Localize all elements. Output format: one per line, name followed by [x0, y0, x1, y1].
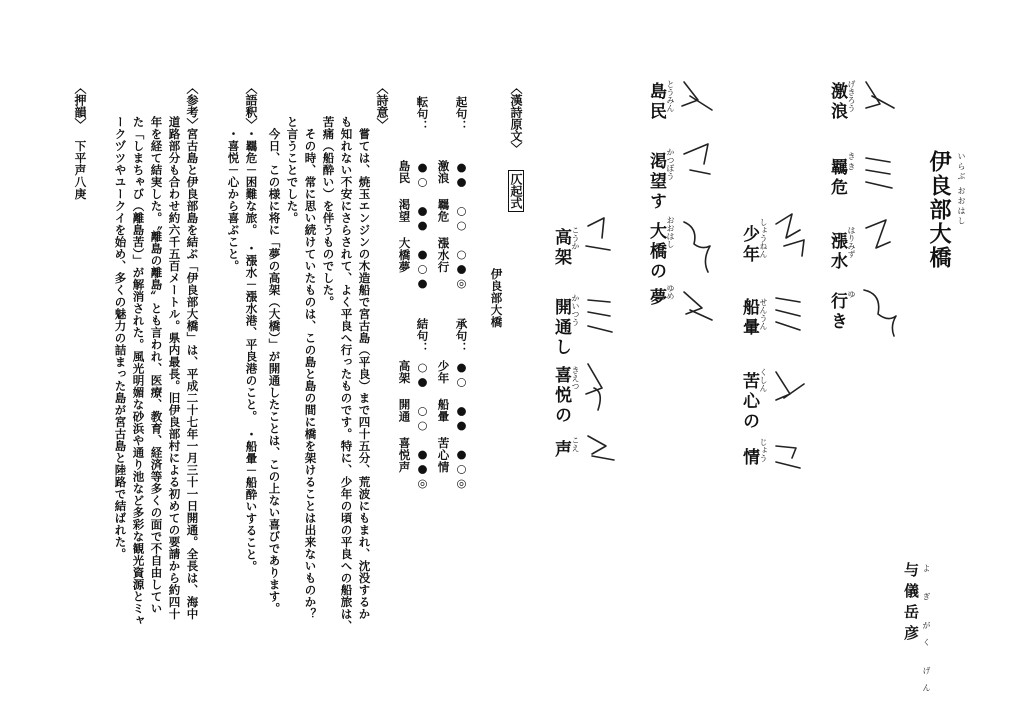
poem-ruby-8: じょう [759, 438, 768, 462]
poem-ruby-16: こえ [571, 436, 580, 452]
poem-line-1-d: 行き [827, 292, 847, 332]
q4-words: 高架 開通 喜悦声 [397, 360, 412, 473]
q4-marks: ○● ○○ ●●◎ [415, 360, 430, 491]
poem-title-ruby: いらぶ おおはし [957, 152, 966, 227]
meaning-line-5: と言うことでした。 [285, 116, 300, 224]
author-ruby: よ ぎ がく げん [922, 564, 931, 701]
meaning-line-1: 嘗ては、焼玉エンジンの木造船で宮古島（平良）まで四十五分、荒波にもまれ、沈没するか [357, 128, 372, 620]
mark-stroke [586, 364, 602, 410]
q2-words: 少年 船暈 苦心情 [436, 360, 451, 473]
poem-ruby-12: ゆめ [666, 284, 675, 300]
poem-ruby-1: げきろう [847, 80, 856, 112]
meaning-line-3: 苦痛（船酔い）を伴うものでした。 [321, 116, 336, 308]
poem-ruby-11: おおはし [666, 216, 675, 248]
poem-ruby-3: はりみず [847, 226, 856, 258]
reference-line-5: ークヅツやユークイを始め、多くの魅力の詰まった島が宮古島と陸路で結ばれた。 [113, 116, 128, 560]
q3-marks: ●○ ●● ●○● [415, 160, 430, 291]
poem-line-1-c: 漲水 [827, 232, 847, 272]
poem-line-3-a: 島民 [646, 82, 666, 122]
mark-stroke [866, 220, 890, 248]
mark-stroke [588, 300, 612, 332]
mark-stroke [866, 158, 892, 188]
poem-line-3-b: 渇望す [646, 152, 666, 212]
poem-ruby-9: とうみん [666, 80, 675, 112]
style-box: 仄起式 [508, 170, 524, 212]
meaning-line-6: 今日、この様に将に「夢の高架（大橋）」が開通したことは、この上ない喜びであります。 [267, 128, 282, 615]
reference-line-4: た「しまちゃび（離島苦）」が解消された。風光明媚な砂浜や通り池など多彩な観光資源とミャ [131, 116, 146, 627]
q4-label: 結句： [415, 318, 430, 354]
poem-line-2-c: 苦心の [739, 372, 759, 432]
glossary-header: 〈語釈〉 [244, 82, 258, 130]
reference-line-2: 道路部分も合わせ約六千五百メートル。県内最長。旧伊良部村による初めての要請から約四十 [167, 116, 182, 620]
mark-stroke [864, 290, 896, 336]
mark-stroke [776, 214, 804, 256]
poem-ruby-15: きえつ [571, 366, 580, 390]
reference-line-1: 宮古島と伊良部島を結ぶ「伊良部大橋」は、平成二十七年一月三十一日開通。全長は、海中 [185, 128, 200, 620]
poem-line-3-d: 夢 [646, 288, 666, 308]
mark-stroke [776, 298, 800, 330]
meaning-line-2: も知れない不安にさらされて、よく平良へ行ったものです。特に、少年の頃の平良への船旅は、 [339, 116, 354, 632]
poem-line-1-a: 激浪 [827, 82, 847, 122]
poem-ruby-2: き き [847, 152, 856, 171]
q3-label: 転句： [415, 96, 430, 132]
poem-ruby-5: しょうねん [759, 218, 768, 258]
poem-line-2-a: 少年 [739, 225, 759, 265]
q1-label: 起句： [454, 96, 469, 132]
q1-marks: ●● ○○ ○●◎ [454, 160, 469, 291]
mark-stroke [684, 222, 710, 272]
q2-marks: ●○ ●● ●○◎ [454, 360, 469, 491]
poem-ruby-4: ゆ [847, 290, 856, 298]
original-text-header: 〈漢詩原文〉 [509, 82, 523, 154]
rhyme-header: 〈押韻〉 [73, 82, 87, 130]
mark-stroke [684, 292, 712, 320]
q2-label: 承句： [454, 318, 469, 354]
poem-line-2-d: 情 [739, 448, 759, 468]
q3-words: 島民 渇望 大橋夢 [397, 160, 412, 273]
author-name: 与儀岳彦 [902, 562, 920, 646]
reference-line-3: 年を経て結実した。〝離島の離島〟とも言われ、医療、教育、経済等多くの面で不自由してい [149, 116, 164, 615]
poem-line-4-d: 声 [551, 440, 571, 460]
meaning-header: 〈詩意〉 [375, 82, 389, 130]
poem-line-3-c: 大橋の [646, 222, 666, 282]
glossary-line-2: ・喜悦－心から喜ぶこと。 [226, 128, 241, 272]
glossary-line-1: ・羈危－困難な旅。 ・漲水－漲水港、平良港のこと。 ・船暈－船酔いすること。 [244, 128, 259, 573]
poem-line-4-b: 開通し [551, 298, 571, 358]
original-title: 伊良部大橋 [489, 268, 504, 328]
poem-line-2-b: 船暈 [739, 298, 759, 338]
reference-header: 〈参考〉 [185, 82, 199, 130]
poem-ruby-13: こうか [571, 226, 580, 250]
poem-line-4-c: 喜悦の [551, 366, 571, 426]
poem-ruby-10: かつぼう [666, 148, 675, 180]
poem-title: 伊良部大橋 [926, 150, 952, 270]
mark-stroke [682, 82, 712, 110]
poem-line-4-a: 高架 [551, 228, 571, 268]
mark-stroke [866, 82, 894, 108]
mark-stroke [684, 144, 710, 174]
poem-ruby-6: せんうん [759, 298, 768, 330]
poem-line-1-b: 羈危 [827, 158, 847, 198]
mark-stroke [586, 218, 610, 250]
q1-words: 激浪 羈危 漲水行 [436, 160, 451, 273]
rhyme-value: 下平声八庚 [73, 140, 88, 200]
mark-stroke [776, 446, 800, 468]
poem-ruby-7: くしん [759, 368, 768, 392]
poem-ruby-14: かいつう [571, 294, 580, 326]
meaning-line-4: その時、常に思い続けていたものは、この島と島の間に橋を架けることは出来ないものか？ [303, 128, 318, 620]
mark-stroke [588, 436, 614, 460]
mark-stroke [776, 372, 804, 400]
